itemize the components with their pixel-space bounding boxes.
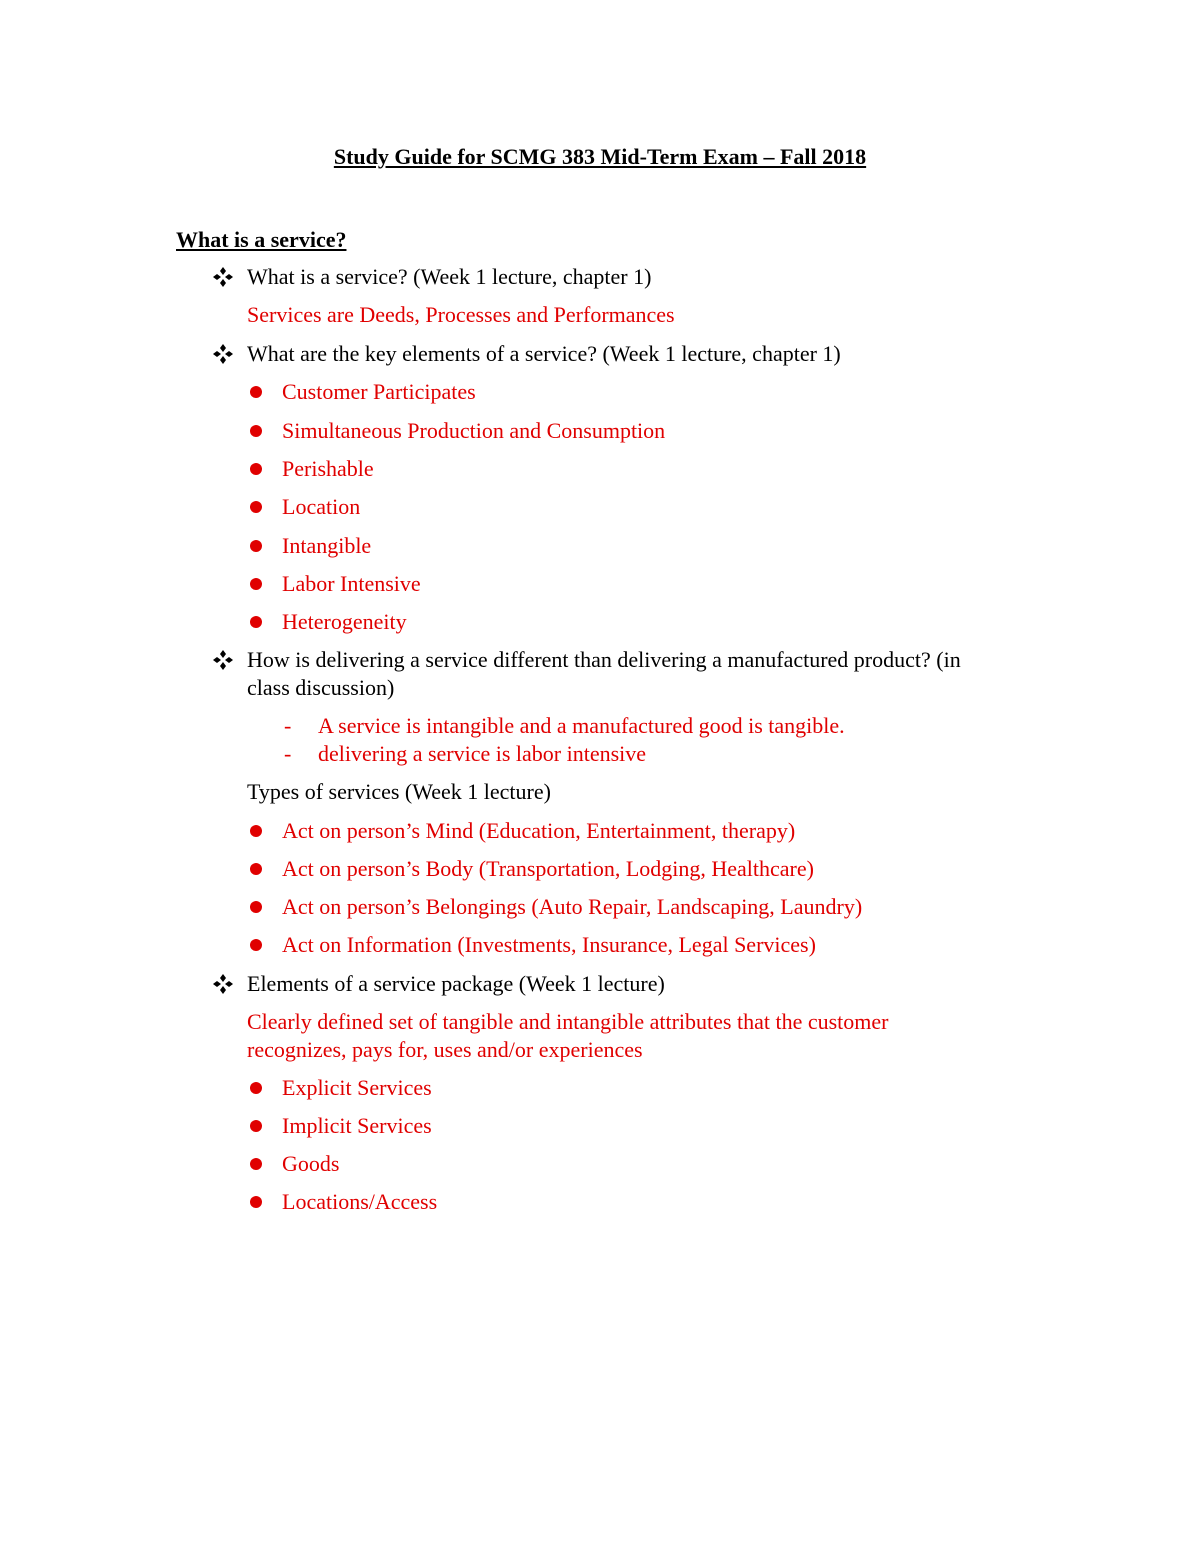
list-item: Heterogeneity	[282, 609, 407, 634]
question-key-elements: What are the key elements of a service? (Week 1 lecture, chapter 1)	[247, 341, 841, 366]
list-item: Labor Intensive	[282, 571, 421, 596]
answer-service-package: Clearly defined set of tangible and intangible attributes that the customer	[247, 1009, 889, 1034]
list-item: Act on person’s Belongings (Auto Repair, Landscaping, Laundry)	[282, 894, 863, 919]
red-bullet-icon	[250, 939, 262, 951]
list-item: Locations/Access	[282, 1189, 438, 1214]
list-item: Implicit Services	[282, 1113, 432, 1138]
list-item: Explicit Services	[282, 1075, 432, 1100]
question-service-vs-product-cont: class discussion)	[247, 675, 395, 700]
list-item: Act on person’s Body (Transportation, Lodging, Healthcare)	[282, 856, 814, 881]
red-bullet-icon	[250, 1158, 262, 1170]
red-bullet-icon	[250, 863, 262, 875]
list-item: Location	[282, 494, 361, 519]
types-label: Types of services (Week 1 lecture)	[247, 779, 551, 804]
list-item: Goods	[282, 1151, 340, 1176]
section-heading: What is a service?	[176, 227, 347, 252]
diamond-bullet-icon	[212, 266, 234, 288]
red-bullet-icon	[250, 1196, 262, 1208]
list-item: Act on Information (Investments, Insurance, Legal Services)	[282, 932, 816, 957]
answer-what-is-service: Services are Deeds, Processes and Performances	[247, 302, 675, 327]
list-item: Simultaneous Production and Consumption	[282, 418, 666, 443]
list-item: Intangible	[282, 533, 372, 558]
red-bullet-icon	[250, 1082, 262, 1094]
list-item: A service is intangible and a manufactured good is tangible.	[318, 713, 845, 738]
question-service-package: Elements of a service package (Week 1 lecture)	[247, 971, 665, 996]
diamond-bullet-icon	[212, 973, 234, 995]
red-bullet-icon	[250, 616, 262, 628]
diamond-bullet-icon	[212, 649, 234, 671]
red-bullet-icon	[250, 825, 262, 837]
red-bullet-icon	[250, 501, 262, 513]
red-bullet-icon	[250, 386, 262, 398]
red-bullet-icon	[250, 425, 262, 437]
question-what-is-service: What is a service? (Week 1 lecture, chapter 1)	[247, 264, 652, 289]
red-bullet-icon	[250, 1120, 262, 1132]
dash-bullet: -	[284, 713, 292, 738]
list-item: Act on person’s Mind (Education, Entertainment, therapy)	[282, 818, 796, 843]
page-title: Study Guide for SCMG 383 Mid-Term Exam – Fall 2018	[333, 144, 867, 169]
red-bullet-icon	[250, 578, 262, 590]
list-item: Perishable	[282, 456, 374, 481]
red-bullet-icon	[250, 540, 262, 552]
red-bullet-icon	[250, 901, 262, 913]
list-item: Customer Participates	[282, 379, 476, 404]
red-bullet-icon	[250, 463, 262, 475]
dash-bullet: -	[284, 741, 292, 766]
answer-service-package-cont: recognizes, pays for, uses and/or experiences	[247, 1037, 643, 1062]
question-service-vs-product: How is delivering a service different than delivering a manufactured product? (in	[247, 647, 961, 672]
list-item: delivering a service is labor intensive	[318, 741, 647, 766]
diamond-bullet-icon	[212, 343, 234, 365]
